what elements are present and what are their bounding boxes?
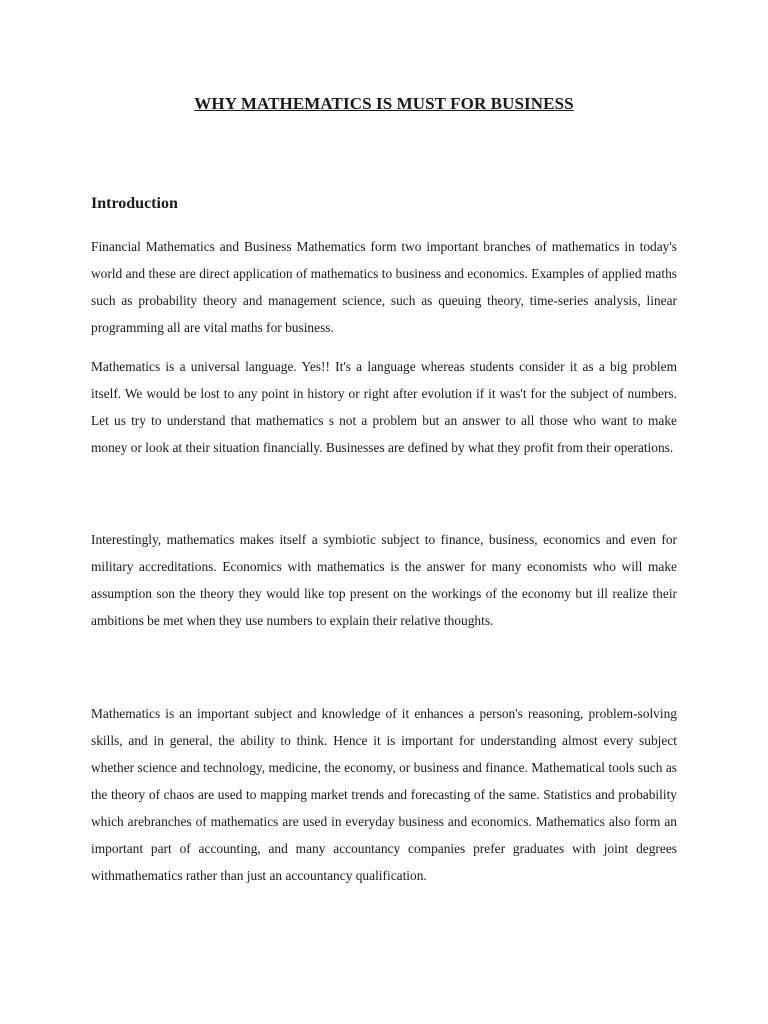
section-heading-introduction: Introduction <box>91 195 178 212</box>
paragraph-3: Interestingly, mathematics makes itself a symbiotic subject to finance, business, economics and even for military accreditations. Economics with mathematics is the answer for many economists who will make assumption son the theory they would like top present on the workings of the economy but ill realize their ambitions be met when they use numbers to explain their relative thoughts. <box>91 532 677 628</box>
document-title: WHY MATHEMATICS IS MUST FOR BUSINESS <box>194 94 574 113</box>
paragraph-4: Mathematics is an important subject and knowledge of it enhances a person's reasoning, problem-solving skills, and in general, the ability to think. Hence it is important for understanding almost every subject whether science and technology, medicine, the economy, or business and finance. Mathematical tools such as the theory of chaos are used to mapping market trends and forecasting of the same. Statistics and probability which arebranches of mathematics are used in everyday business and economics. Mathematics also form an important part of accounting, and many accountancy companies prefer graduates with joint degrees withmathematics rather than just an accountancy qualification. <box>91 706 677 883</box>
paragraph-1: Financial Mathematics and Business Mathematics form two important branches of mathematics in today's world and these are direct application of mathematics to business and economics. Examples of applied maths such as probability theory and management science, such as queuing theory, time-series analysis, linear programming all are vital maths for business. <box>91 239 677 335</box>
paragraph-2: Mathematics is a universal language. Yes!! It's a language whereas students consider it as a big problem itself. We would be lost to any point in history or right after evolution if it was't for the subject of numbers. Let us try to understand that mathematics s not a problem but an answer to all those who want to make money or look at their situation financially. Businesses are defined by what they profit from their operations. <box>91 359 677 455</box>
